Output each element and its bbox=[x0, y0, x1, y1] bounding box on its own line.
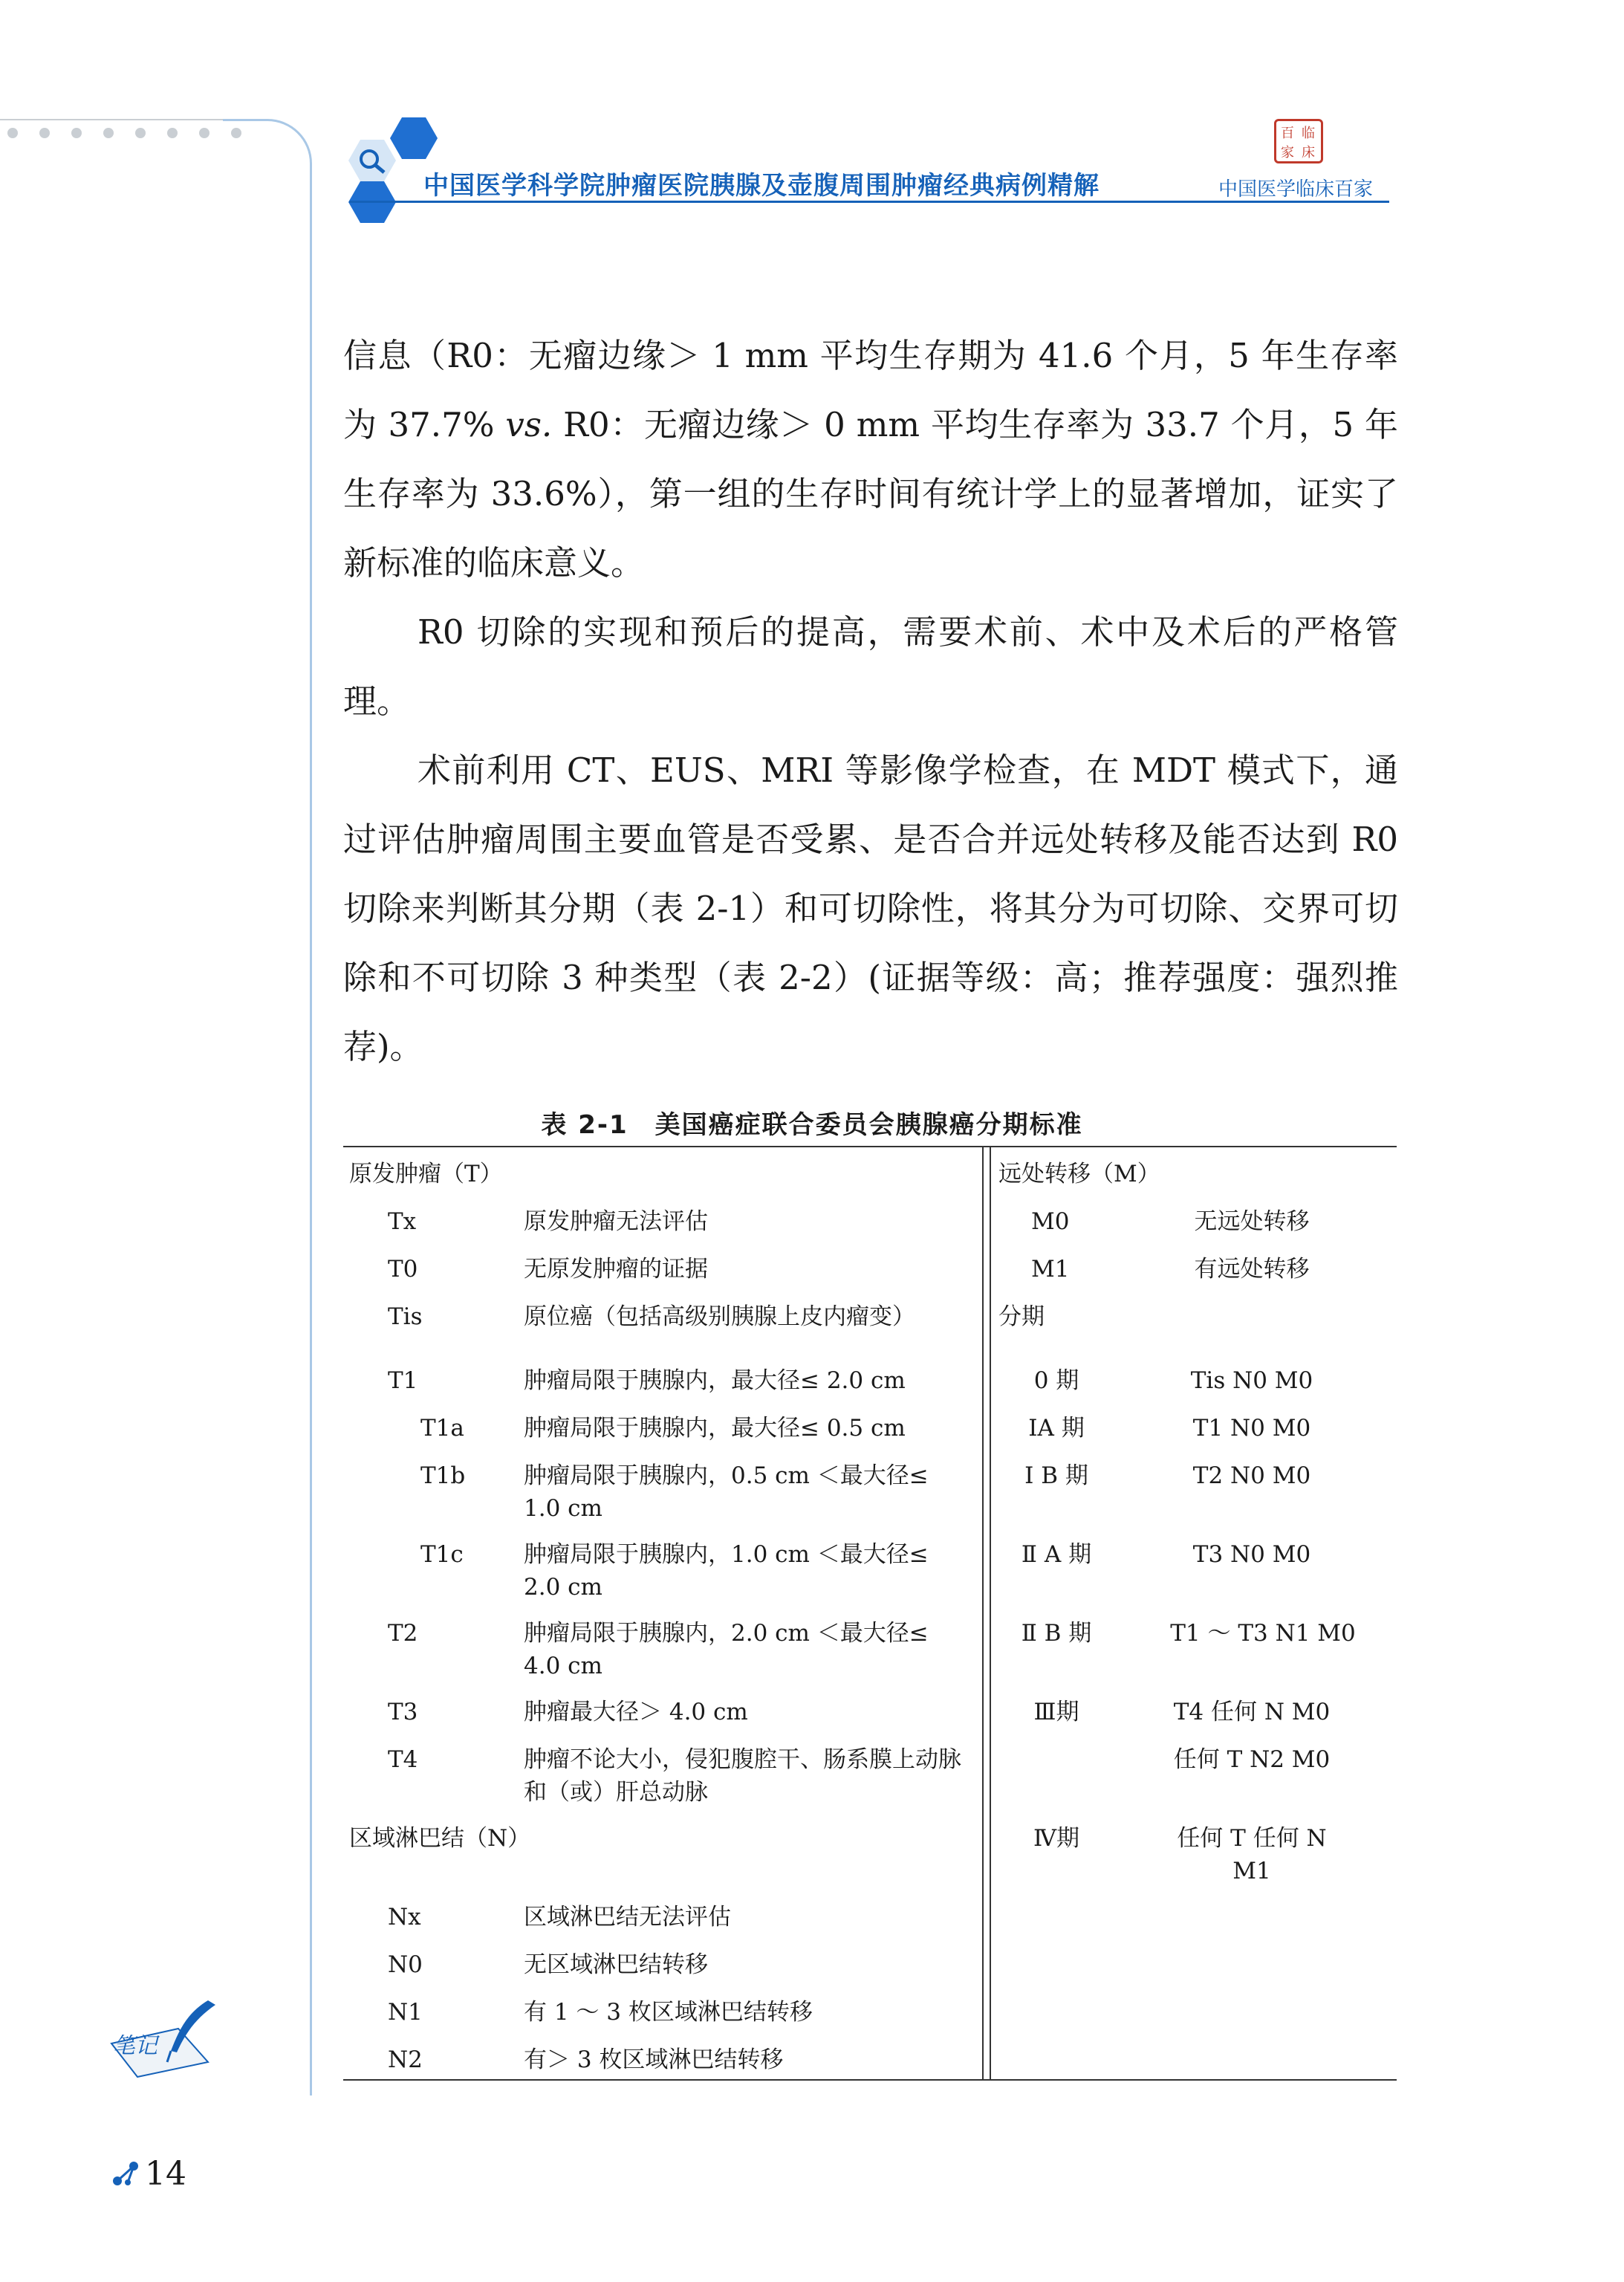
table-row: Tx bbox=[388, 1208, 417, 1235]
table-caption: 表 2-1 美国癌症联合委员会胰腺癌分期标准 bbox=[541, 1110, 1083, 1140]
page-number: 14 bbox=[145, 2155, 186, 2193]
table-row: Ⅱ B 期 bbox=[1021, 1620, 1092, 1647]
table-row: T0 bbox=[388, 1256, 418, 1283]
molecule-icon bbox=[111, 2159, 141, 2188]
table-row: IA 期 bbox=[1028, 1415, 1085, 1442]
table-row: Ⅰ B 期 bbox=[1024, 1462, 1088, 1489]
staging-table: 原发肿瘤（T） Tx 原发肿瘤无法评估 T0 无原发肿瘤的证据 Tis 原位癌（包括高级别胰腺上皮内瘤变） T1 肿瘤局限于胰腺内，最大径≤ 2.0 cm T1a 肿瘤局限于胰腺内，最大径≤ 0.5 cm T1b 肿瘤局限于胰腺内，0.5 cm ＜最大径≤ 1.0 cm T1c 肿瘤局限于胰腺内，1.0 cm ＜最大径≤ 2.0 cm T2 肿瘤局限于胰腺内，2.0 cm ＜最大径≤ 4.0 cm T3 肿瘤最大径＞ 4.0 cm T4 肿瘤不论大小，侵犯腹腔干、肠系膜上动脉和（或）肝总动脉 区域淋巴结（N） Nx 区域淋巴结无法评估 N0 无区域淋巴结转移 N1 有 1 ～ 3 枚区域淋巴结转移 N2 有＞ 3 枚区域淋巴结转移 远处转移（M） M0 无远处转移 M1 有远处转移 分期 0 期 Tis N0 M0 IA 期 T1 N0 M0 Ⅰ B 期 T2 N0 M0 Ⅱ A 期 T3 N0 M0 Ⅱ B 期 T1 ～ T3 N1 M0 Ⅲ期 T4 任何 N M0 任何 T N2 M0 Ⅳ期 任何 T 任何 N M1 bbox=[0, 0, 1624, 2282]
table-row: M0 bbox=[1031, 1208, 1070, 1235]
paragraph-2: R0 切除的实现和预后的提高，需要术前、术中及术后的严格管理。 bbox=[343, 612, 1398, 721]
table-row: N1 bbox=[388, 1999, 423, 2026]
t-section-header: 原发肿瘤（T） bbox=[349, 1161, 503, 1187]
notes-icon bbox=[97, 1991, 238, 2081]
table-row: T2 bbox=[388, 1620, 418, 1647]
table-row: T1b bbox=[420, 1462, 466, 1489]
table-row: T1 bbox=[388, 1367, 418, 1394]
table-row: N2 bbox=[388, 2046, 423, 2073]
table-row: Nx bbox=[388, 1904, 421, 1931]
table-divider bbox=[982, 1146, 984, 2079]
series-seal-logo: 百 临 家 床 bbox=[1274, 119, 1323, 163]
notes-label: 笔记 bbox=[113, 2033, 157, 2059]
table-row: T1c bbox=[420, 1541, 464, 1568]
header-title: 中国医学科学院肿瘤医院胰腺及壶腹周围肿瘤经典病例精解 bbox=[423, 171, 1100, 201]
table-row: M1 bbox=[1031, 1256, 1070, 1283]
table-row: N0 bbox=[388, 1951, 423, 1978]
table-bottom-rule bbox=[343, 2079, 1397, 2081]
table-row: T4 bbox=[388, 1746, 418, 1773]
table-top-rule bbox=[343, 1146, 1397, 1147]
stage-section-header: 分期 bbox=[998, 1303, 1045, 1330]
header-series: 中国医学临床百家 bbox=[1218, 178, 1374, 201]
paragraph-1: 信息（R0：无瘤边缘＞ 1 mm 平均生存期为 41.6 个月，5 年生存率为 37.7% vs. R0：无瘤边缘＞ 0 mm 平均生存率为 33.7 个月，5 年生存率为 33.6%），第一组的生存时间有统计学上的显著增加，证实了新标准的临床意义。 bbox=[343, 336, 1398, 583]
n-section-header: 区域淋巴结（N） bbox=[349, 1825, 531, 1852]
table-row: Ⅳ期 bbox=[1033, 1825, 1079, 1852]
table-row: Tis bbox=[388, 1303, 423, 1330]
table-row: Ⅱ A 期 bbox=[1021, 1541, 1092, 1568]
table-row: T3 bbox=[388, 1699, 418, 1725]
table-row: T1a bbox=[420, 1415, 464, 1442]
body-text bbox=[343, 321, 1398, 1081]
header-dots bbox=[0, 119, 245, 149]
paragraph-3: 术前利用 CT、EUS、MRI 等影像学检查，在 MDT 模式下，通过评估肿瘤周围主要血管是否受累、是否合并远处转移及能否达到 R0 切除来判断其分期（表 2-1）和可切除性，将其分为可切除、交界可切除和不可切除 3 种类型（表 2-2）(证据等级：高；推荐强度：强烈推荐)。 bbox=[343, 751, 1398, 1066]
table-row: Ⅲ期 bbox=[1033, 1699, 1079, 1725]
m-section-header: 远处转移（M） bbox=[998, 1161, 1160, 1187]
table-row: 0 期 bbox=[1033, 1367, 1079, 1394]
